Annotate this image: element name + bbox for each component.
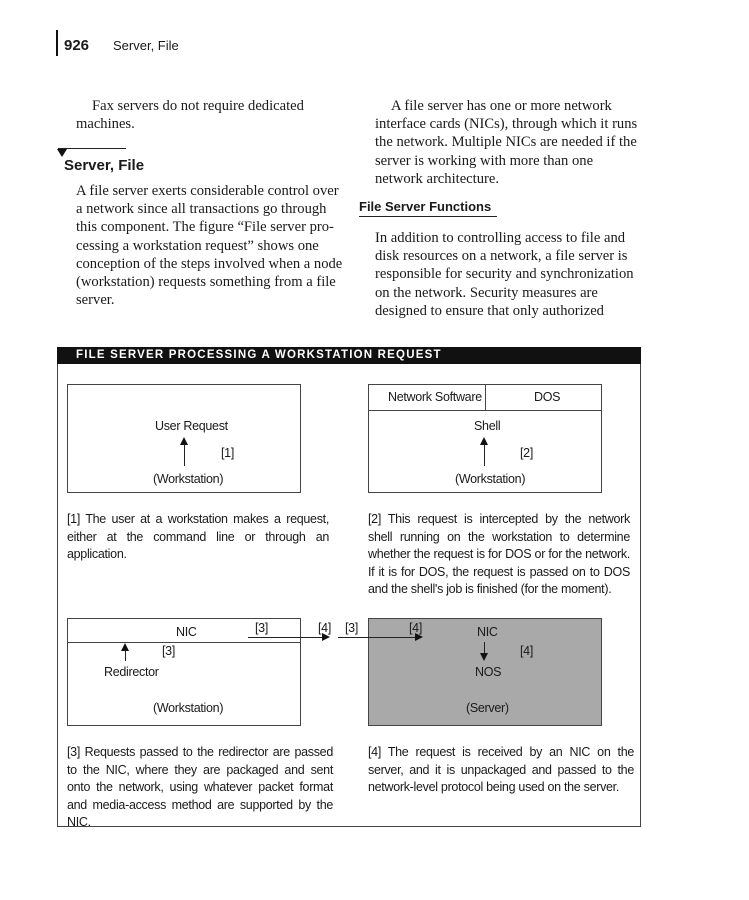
nic-paragraph: A file server has one or more network interface cards (NICs), through which it runs the network. Multiple NICs are needed if the server is working with more than one network architecture. (375, 98, 638, 187)
dos-cell: DOS (534, 390, 561, 404)
shell-label: Shell (474, 419, 501, 433)
step-2-label: [2] (520, 446, 533, 460)
box-2-cell-divider (485, 384, 486, 410)
entry-title: Server, File (64, 157, 145, 174)
workstation-label: (Workstation) (153, 701, 224, 715)
arrow-shaft (184, 444, 185, 466)
arrow-shaft (125, 650, 126, 661)
figure-title: FILE SERVER PROCESSING A WORKSTATION REQUEST (76, 349, 442, 361)
caption-step-3: [3] Requests passed to the redirector are passed to the NIC, where they are packaged and sent onto the network, using whatever packet format and media-access method are supported by the NIC. (67, 745, 333, 829)
subheading: File Server Functions (359, 199, 492, 214)
nos-label: NOS (475, 665, 502, 679)
caption-step-4: [4] The request is received by an NIC on the server, and it is unpackaged and passed to the network-level protocol being used on the server. (368, 745, 634, 794)
user-request-label: User Request (155, 419, 228, 433)
server-nic-label: NIC (477, 625, 498, 639)
entry-marker-icon (57, 149, 67, 157)
caption-step-1: [1] The user at a workstation makes a request, either at the command line or through an application. (67, 512, 329, 561)
network-arrow-line (338, 637, 416, 638)
box-2-divider (368, 410, 602, 411)
running-head: Server, File (113, 38, 179, 53)
page-number: 926 (64, 37, 90, 54)
step-4-label: [4] (409, 621, 422, 635)
step-3-label: [3] (255, 621, 268, 635)
server-label: (Server) (466, 701, 509, 715)
workstation-label: (Workstation) (455, 472, 526, 486)
entry-rule (58, 148, 126, 149)
step-4-label: [4] (520, 644, 533, 658)
network-arrow-line (248, 637, 323, 638)
nic-label: NIC (176, 625, 197, 639)
step-4-label: [4] (318, 621, 331, 635)
network-software-cell: Network Software (388, 390, 482, 404)
workstation-label: (Workstation) (153, 472, 224, 486)
redirector-label: Redirector (104, 665, 159, 679)
functions-paragraph: In addition to controlling access to file and disk resources on a network, a file server is responsible for security and synchronization on the network. Security measures are designed to ensure that only authorized (375, 230, 634, 319)
step-3-label: [3] (162, 644, 175, 658)
step-3-label: [3] (345, 621, 358, 635)
entry-paragraph: A file server exerts considerable control over a network since all transactions go through this component. The figure “File server processing a workstation request” shows one conception of the steps involved when a node (workstation) requests something from a file server. (76, 183, 343, 309)
step-1-label: [1] (221, 446, 234, 460)
arrow-down-icon (480, 653, 488, 661)
box-3-divider (67, 642, 301, 643)
header-rule (56, 30, 58, 56)
caption-step-2: [2] This request is intercepted by the network shell running on the workstation to determine whether the request is for DOS or for the network. If it is for DOS, the request is passed on to DOS and the shell's job is finished (for the moment). (368, 512, 630, 596)
arrow-shaft (484, 444, 485, 466)
intro-paragraph: Fax servers do not require dedicated machines. (76, 98, 304, 133)
subheading-rule (359, 216, 497, 217)
